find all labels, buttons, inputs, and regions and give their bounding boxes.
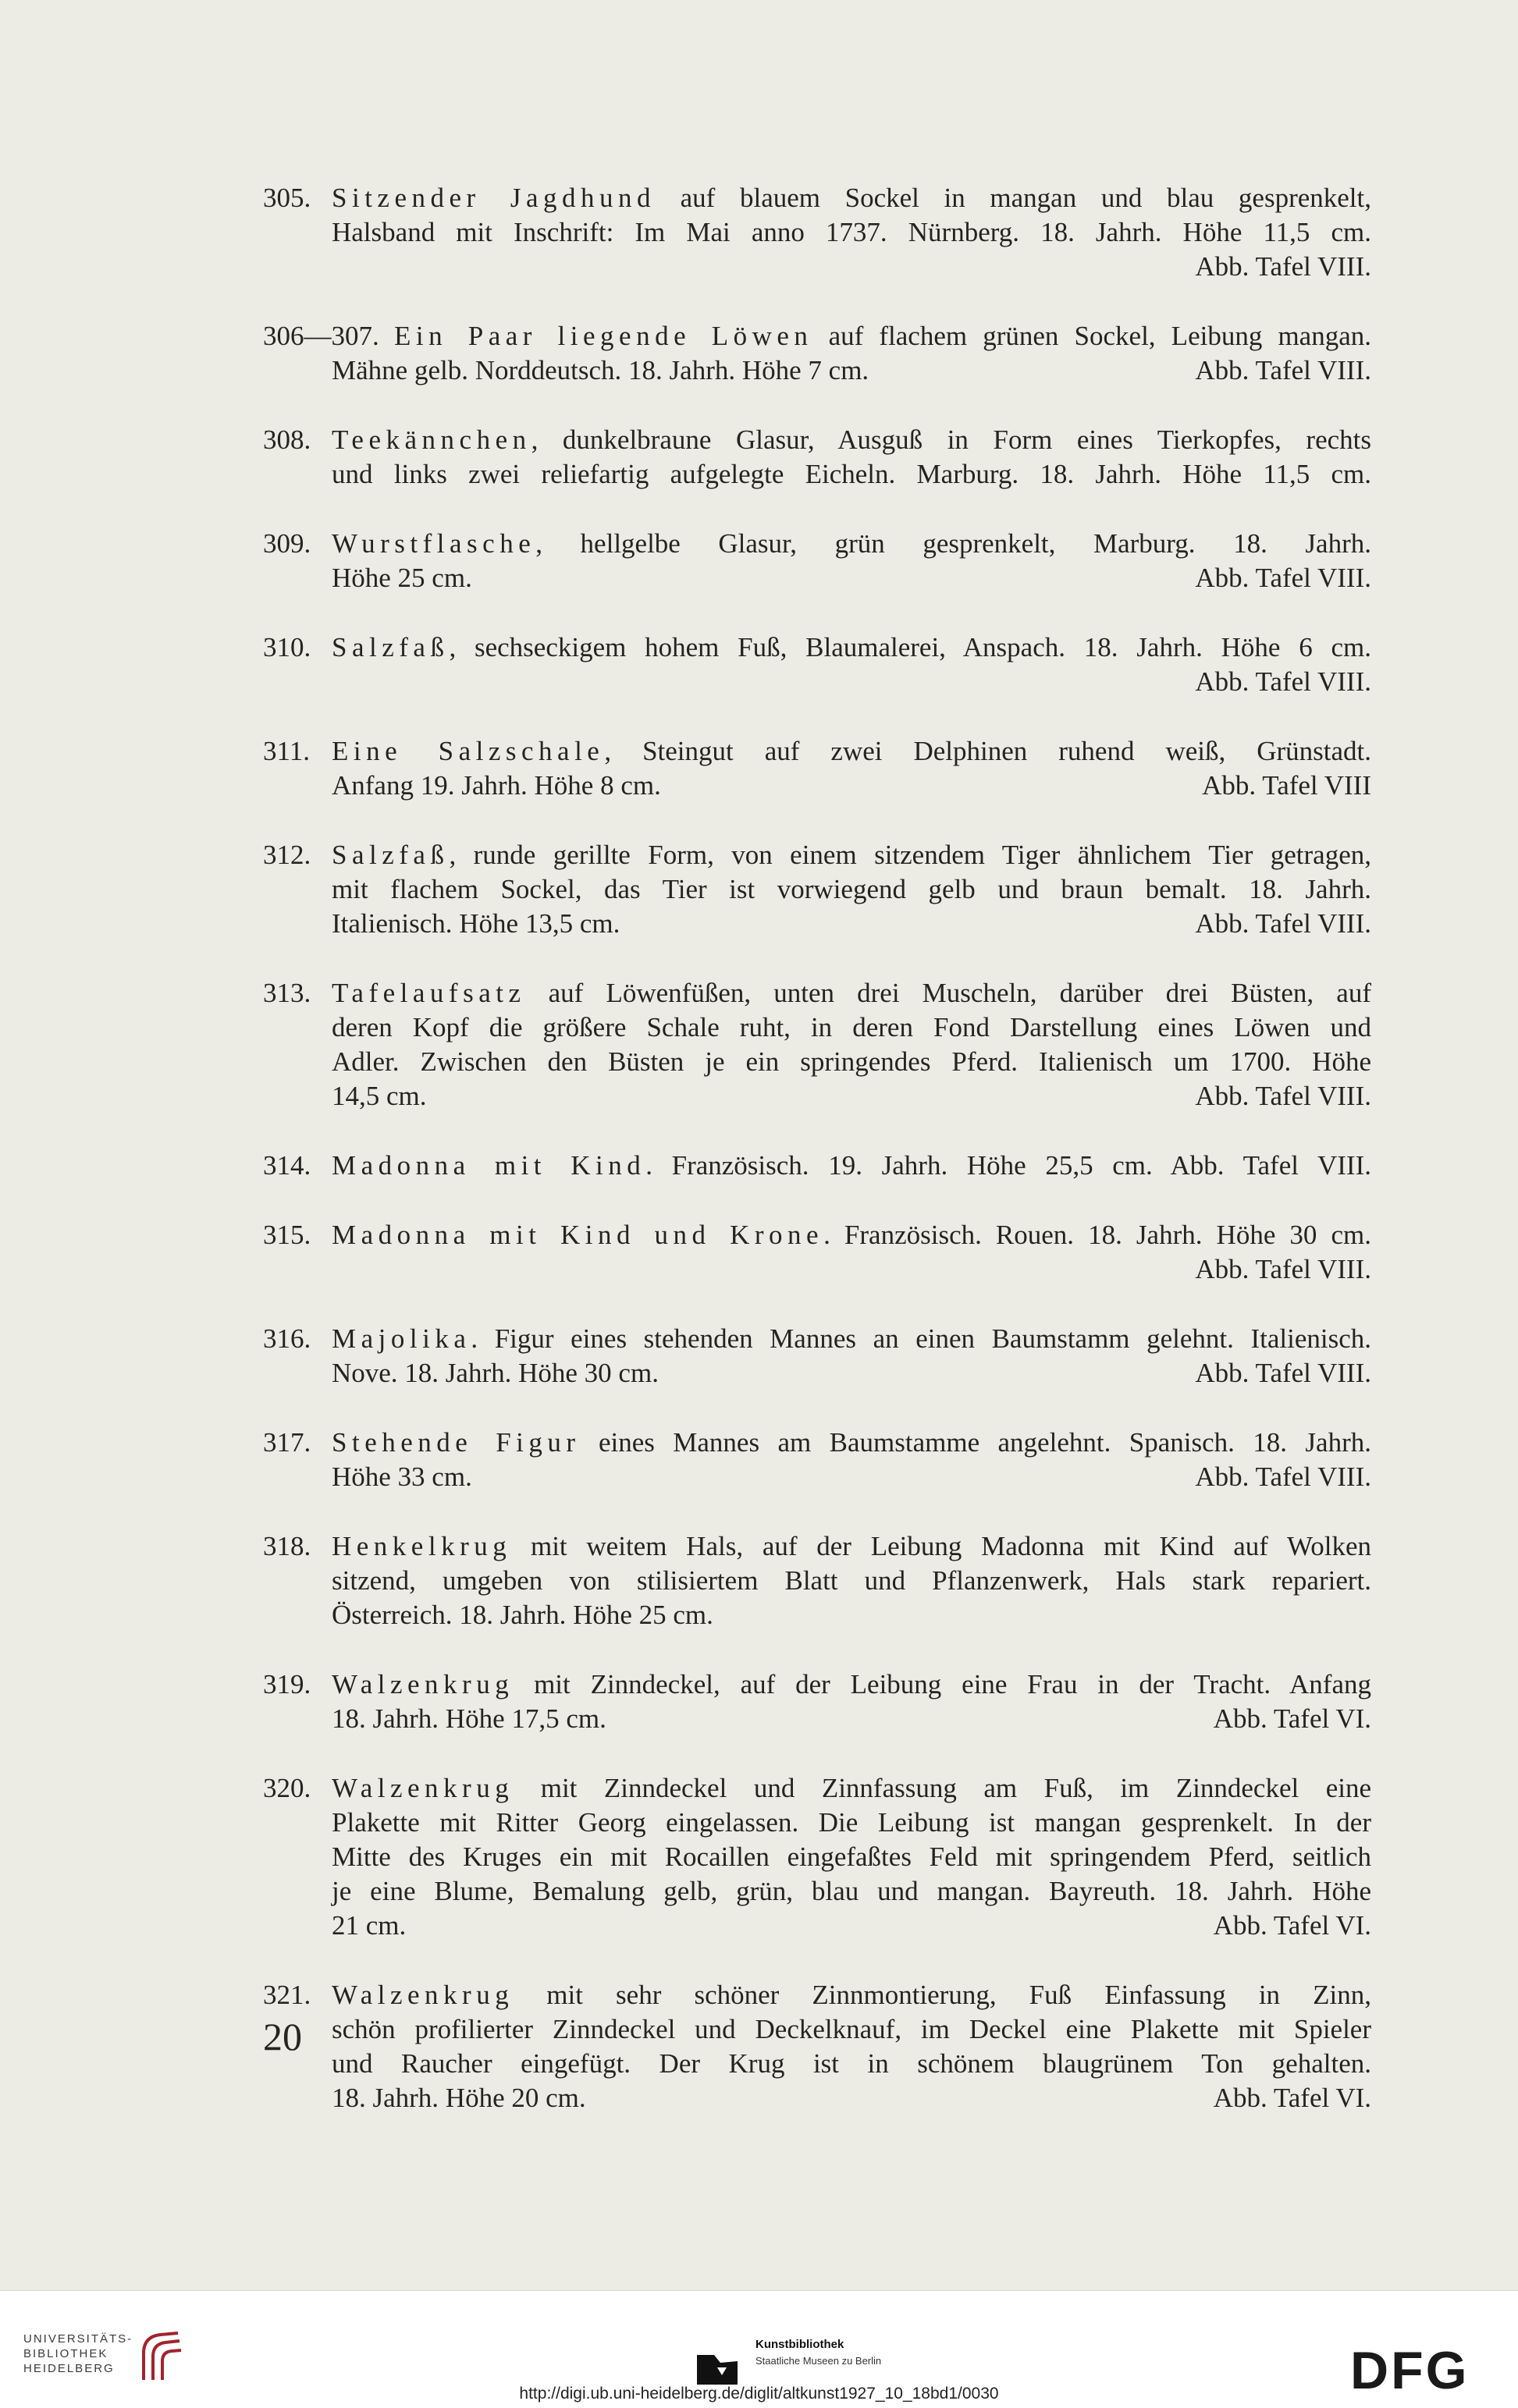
ub-heidelberg-logo-icon[interactable]: [137, 2330, 184, 2383]
entry-title: Madonna mit Kind: [332, 1150, 646, 1181]
entry-line: [263, 1010, 1371, 1045]
entry-text: sitzend, umgeben von stilisiertem Blatt und Pflanzenwerk, Hals stark repariert.: [332, 1565, 1371, 1596]
kunstbibliothek-subtitle: Staatliche Museen zu Berlin: [755, 2355, 882, 2367]
entry-text: Höhe 25 cm.: [332, 563, 472, 593]
entry-title: Madonna mit Kind und Krone: [332, 1220, 824, 1250]
entry-line: [263, 457, 1371, 492]
plate-reference: Abb. Tafel VIII.: [1195, 355, 1371, 385]
entry-title: Teekännchen: [332, 424, 531, 455]
plate-reference: Abb. Tafel VIII.: [1195, 1081, 1371, 1111]
entry-text: [332, 1978, 1371, 2012]
entry-number: 313.: [263, 978, 311, 1008]
entry-number: 314.: [263, 1150, 311, 1181]
entry-text: je eine Blume, Bemalung gelb, grün, blau und mangan. Bayreuth. 18. Jahrh. Höhe: [332, 1876, 1371, 1906]
entry-number: 316.: [263, 1323, 311, 1354]
entry-text: [332, 181, 1371, 215]
catalog-entry: [263, 630, 1371, 699]
entry-line: [263, 1874, 1371, 1909]
catalog-entry: [263, 1149, 1371, 1183]
catalog-entry: [263, 838, 1371, 941]
source-url-link[interactable]: http://digi.ub.uni-heidelberg.de/diglit/altkunst1927_10_18bd1/0030: [519, 2385, 999, 2403]
entry-description: mit Zinndeckel, auf der Leibung eine Frau in der Tracht. Anfang: [514, 1669, 1371, 1699]
entry-description: mit weitem Hals, auf der Leibung Madonna mit Kind auf Wolken: [511, 1531, 1371, 1561]
entry-line: [263, 353, 1371, 388]
dfg-logo[interactable]: DFG: [1350, 2341, 1470, 2400]
entry-description: auf flachem grünen Sockel, Leibung mangan.: [812, 321, 1371, 351]
catalog-entry: [263, 527, 1371, 595]
entry-text: [332, 423, 1371, 457]
entry-text: [332, 1149, 1371, 1183]
entry-text: Plakette mit Ritter Georg eingelassen. Die Leibung ist mangan gesprenkelt. In der: [332, 1807, 1371, 1838]
entry-line: [263, 1667, 1371, 1702]
entry-text: [332, 734, 1371, 769]
catalog-entry: [263, 319, 1371, 388]
entry-title: Walzenkrug: [332, 1980, 514, 2010]
entry-text: [332, 1667, 1371, 1702]
entry-description: , dunkelbraune Glasur, Ausguß in Form eines Tierkopfes, rechts: [531, 424, 1371, 455]
entry-number: 318.: [263, 1531, 311, 1561]
plate-reference: Abb. Tafel VI.: [1213, 1703, 1371, 1734]
entry-title: Sitzender Jagdhund: [332, 183, 656, 213]
entry-line: [263, 1564, 1371, 1598]
page-number: 20: [263, 2015, 302, 2058]
entry-number: 306—307.: [263, 321, 379, 351]
ub-line: UNIVERSITÄTS-: [23, 2332, 133, 2346]
entry-line: [263, 872, 1371, 907]
plate-reference: Abb. Tafel VIII.: [1195, 1358, 1371, 1388]
entry-number: 317.: [263, 1427, 311, 1458]
entry-description: auf blauem Sockel in mangan und blau gesprenkelt,: [655, 183, 1371, 213]
entry-description: . Französisch. Rouen. 18. Jahrh. Höhe 30 cm.: [823, 1220, 1372, 1250]
entry-description: eines Mannes am Baumstamme angelehnt. Spanisch. 18. Jahrh.: [580, 1427, 1371, 1458]
entry-line: [263, 2012, 1371, 2047]
entry-text: 21 cm.: [332, 1910, 407, 1941]
entry-text: Höhe 33 cm.: [332, 1461, 472, 1492]
entry-title: Salzfaß: [332, 840, 450, 870]
entry-text: 18. Jahrh. Höhe 20 cm.: [332, 2083, 586, 2113]
catalog-entry: [263, 423, 1371, 492]
entry-text: Anfang 19. Jahrh. Höhe 8 cm.: [332, 770, 661, 801]
entry-line: [263, 1322, 1371, 1356]
catalog-entry: [263, 1426, 1371, 1494]
entry-text: Halsband mit Inschrift: Im Mai anno 1737. Nürnberg. 18. Jahrh. Höhe 11,5 cm.: [332, 217, 1371, 247]
entry-description: , runde gerillte Form, von einem sitzendem Tiger ähnlichem Tier getragen,: [449, 840, 1371, 870]
entry-line: [263, 215, 1371, 250]
entry-title: Walzenkrug: [332, 1669, 514, 1699]
ub-heidelberg-wordmark[interactable]: [23, 2332, 133, 2376]
entry-description: mit Zinndeckel und Zinnfassung am Fuß, im Zinndeckel eine: [514, 1773, 1371, 1803]
footer-bar: [0, 2290, 1518, 2408]
entry-line: [263, 423, 1371, 457]
entry-text: [332, 1322, 1371, 1356]
plate-reference: Abb. Tafel VI.: [1213, 1910, 1371, 1941]
entry-text: schön profilierter Zinndeckel und Deckelknauf, im Deckel eine Plakette mit Spieler: [332, 2014, 1371, 2044]
entry-line: [263, 1460, 1371, 1494]
entry-line: [263, 769, 1371, 803]
entry-number: 311.: [263, 736, 310, 766]
entry-text: [332, 1529, 1371, 1564]
entry-line: [263, 1909, 1371, 1943]
entry-title: Stehende Figur: [332, 1427, 581, 1458]
entry-line: [263, 1218, 1371, 1252]
entry-number: 309.: [263, 528, 311, 559]
ub-line: HEIDELBERG: [23, 2362, 115, 2375]
entry-line: [263, 561, 1371, 595]
entry-title: Wurstflasche: [332, 528, 536, 559]
catalog-entries: [263, 181, 1371, 2151]
catalog-entry: [263, 1978, 1371, 2115]
entry-text: Mitte des Kruges ein mit Rocaillen eingefaßtes Feld mit springendem Pferd, seitlich: [332, 1842, 1371, 1872]
entry-line: [263, 1079, 1371, 1113]
kunstbibliothek-logo-icon[interactable]: [697, 2344, 738, 2385]
entry-title: Henkelkrug: [332, 1531, 512, 1561]
entry-number: 308.: [263, 424, 311, 455]
catalog-entry: [263, 1218, 1371, 1287]
entry-text: [332, 630, 1371, 665]
entry-description: mit sehr schöner Zinnmontierung, Fuß Einfassung in Zinn,: [514, 1980, 1371, 2010]
entry-line: [263, 1426, 1371, 1460]
entry-number: 310.: [263, 632, 311, 662]
entry-text: Österreich. 18. Jahrh. Höhe 25 cm.: [332, 1600, 713, 1630]
entry-text: [332, 976, 1371, 1010]
entry-line: [263, 630, 1371, 665]
catalog-entry: [263, 734, 1371, 803]
entry-line: [263, 1356, 1371, 1390]
entry-title: Salzfaß: [332, 632, 450, 662]
plate-reference: Abb. Tafel VIII: [1202, 770, 1371, 801]
entry-line: [263, 1529, 1371, 1564]
entry-text: [332, 1426, 1371, 1460]
entry-line: [263, 1598, 1371, 1632]
entry-number: 305.: [263, 183, 311, 213]
entry-text: deren Kopf die größere Schale ruht, in deren Fond Darstellung eines Löwen und: [332, 1012, 1371, 1042]
kunstbibliothek-name[interactable]: Kunstbibliothek: [755, 2338, 844, 2351]
entry-line: [263, 1978, 1371, 2012]
ub-line: BIBLIOTHEK: [23, 2347, 108, 2360]
entry-text: [332, 1218, 1371, 1252]
entry-line: [263, 250, 1371, 284]
entry-number: 312.: [263, 840, 311, 870]
entry-line: [263, 665, 1371, 699]
entry-title: Walzenkrug: [332, 1773, 514, 1803]
entry-number: 315.: [263, 1220, 311, 1250]
entry-description: auf Löwenfüßen, unten drei Muscheln, darüber drei Büsten, auf: [525, 978, 1371, 1008]
entry-title: Eine Salzschale: [332, 736, 605, 766]
entry-text: Italienisch. Höhe 13,5 cm.: [332, 908, 620, 939]
entry-line: [263, 907, 1371, 941]
entry-description: . Französisch. 19. Jahrh. Höhe 25,5 cm. Abb. Tafel VIII.: [645, 1150, 1371, 1181]
catalog-entry: [263, 1667, 1371, 1736]
entry-text: 18. Jahrh. Höhe 17,5 cm.: [332, 1703, 606, 1734]
entry-text: [394, 319, 1371, 353]
entry-text: und Raucher eingefügt. Der Krug ist in schönem blaugrünem Ton gehalten.: [332, 2048, 1371, 2079]
plate-reference: Abb. Tafel VI.: [1213, 2083, 1371, 2113]
entry-line: [263, 838, 1371, 872]
entry-line: [263, 2047, 1371, 2081]
plate-reference: Abb. Tafel VIII.: [1195, 1254, 1371, 1284]
entry-description: . Figur eines stehenden Mannes an einen Baumstamm gelehnt. Italienisch.: [471, 1323, 1371, 1354]
entry-line: [263, 1149, 1371, 1183]
entry-text: Nove. 18. Jahrh. Höhe 30 cm.: [332, 1358, 659, 1388]
entry-line: [263, 2081, 1371, 2115]
entry-line: [263, 1771, 1371, 1806]
entry-text: und links zwei reliefartig aufgelegte Eicheln. Marburg. 18. Jahrh. Höhe 11,5 cm.: [332, 459, 1371, 489]
entry-line: [263, 734, 1371, 769]
entry-number: 319.: [263, 1669, 311, 1699]
entry-title: Tafelaufsatz: [332, 978, 526, 1008]
plate-reference: Abb. Tafel VIII.: [1195, 908, 1371, 939]
entry-number: 321.: [263, 1980, 311, 2010]
entry-line: [263, 1702, 1371, 1736]
entry-line: [263, 1806, 1371, 1840]
entry-title: Majolika: [332, 1323, 471, 1354]
entry-line: [263, 181, 1371, 215]
entry-line: [263, 1045, 1371, 1079]
entry-text: 14,5 cm.: [332, 1081, 427, 1111]
plate-reference: Abb. Tafel VIII.: [1195, 563, 1371, 593]
catalog-entry: [263, 181, 1371, 284]
plate-reference: Abb. Tafel VIII.: [1195, 1461, 1371, 1492]
entry-line: [263, 527, 1371, 561]
entry-text: Mähne gelb. Norddeutsch. 18. Jahrh. Höhe 7 cm.: [332, 355, 869, 385]
entry-description: , hellgelbe Glasur, grün gesprenkelt, Marburg. 18. Jahrh.: [535, 528, 1371, 559]
catalog-entry: [263, 1529, 1371, 1632]
entry-line: [263, 1840, 1371, 1874]
entry-text: Adler. Zwischen den Büsten je ein springendes Pferd. Italienisch um 1700. Höhe: [332, 1046, 1371, 1077]
entry-line: [263, 1252, 1371, 1287]
catalog-entry: [263, 1322, 1371, 1390]
entry-title: Ein Paar liegende Löwen: [394, 321, 813, 351]
catalog-entry: [263, 1771, 1371, 1943]
entry-text: [332, 527, 1371, 561]
entry-number: 320.: [263, 1773, 311, 1803]
entry-text: [332, 1771, 1371, 1806]
entry-line: [263, 976, 1371, 1010]
plate-reference: Abb. Tafel VIII.: [1195, 251, 1371, 282]
plate-reference: Abb. Tafel VIII.: [1195, 666, 1371, 697]
entry-line: [263, 319, 1371, 353]
entry-text: [332, 838, 1371, 872]
entry-description: , Steingut auf zwei Delphinen ruhend weiß, Grünstadt.: [604, 736, 1371, 766]
entry-text: mit flachem Sockel, das Tier ist vorwiegend gelb und braun bemalt. 18. Jahrh.: [332, 874, 1371, 904]
catalog-entry: [263, 976, 1371, 1113]
entry-description: , sechseckigem hohem Fuß, Blaumalerei, Anspach. 18. Jahrh. Höhe 6 cm.: [449, 632, 1371, 662]
